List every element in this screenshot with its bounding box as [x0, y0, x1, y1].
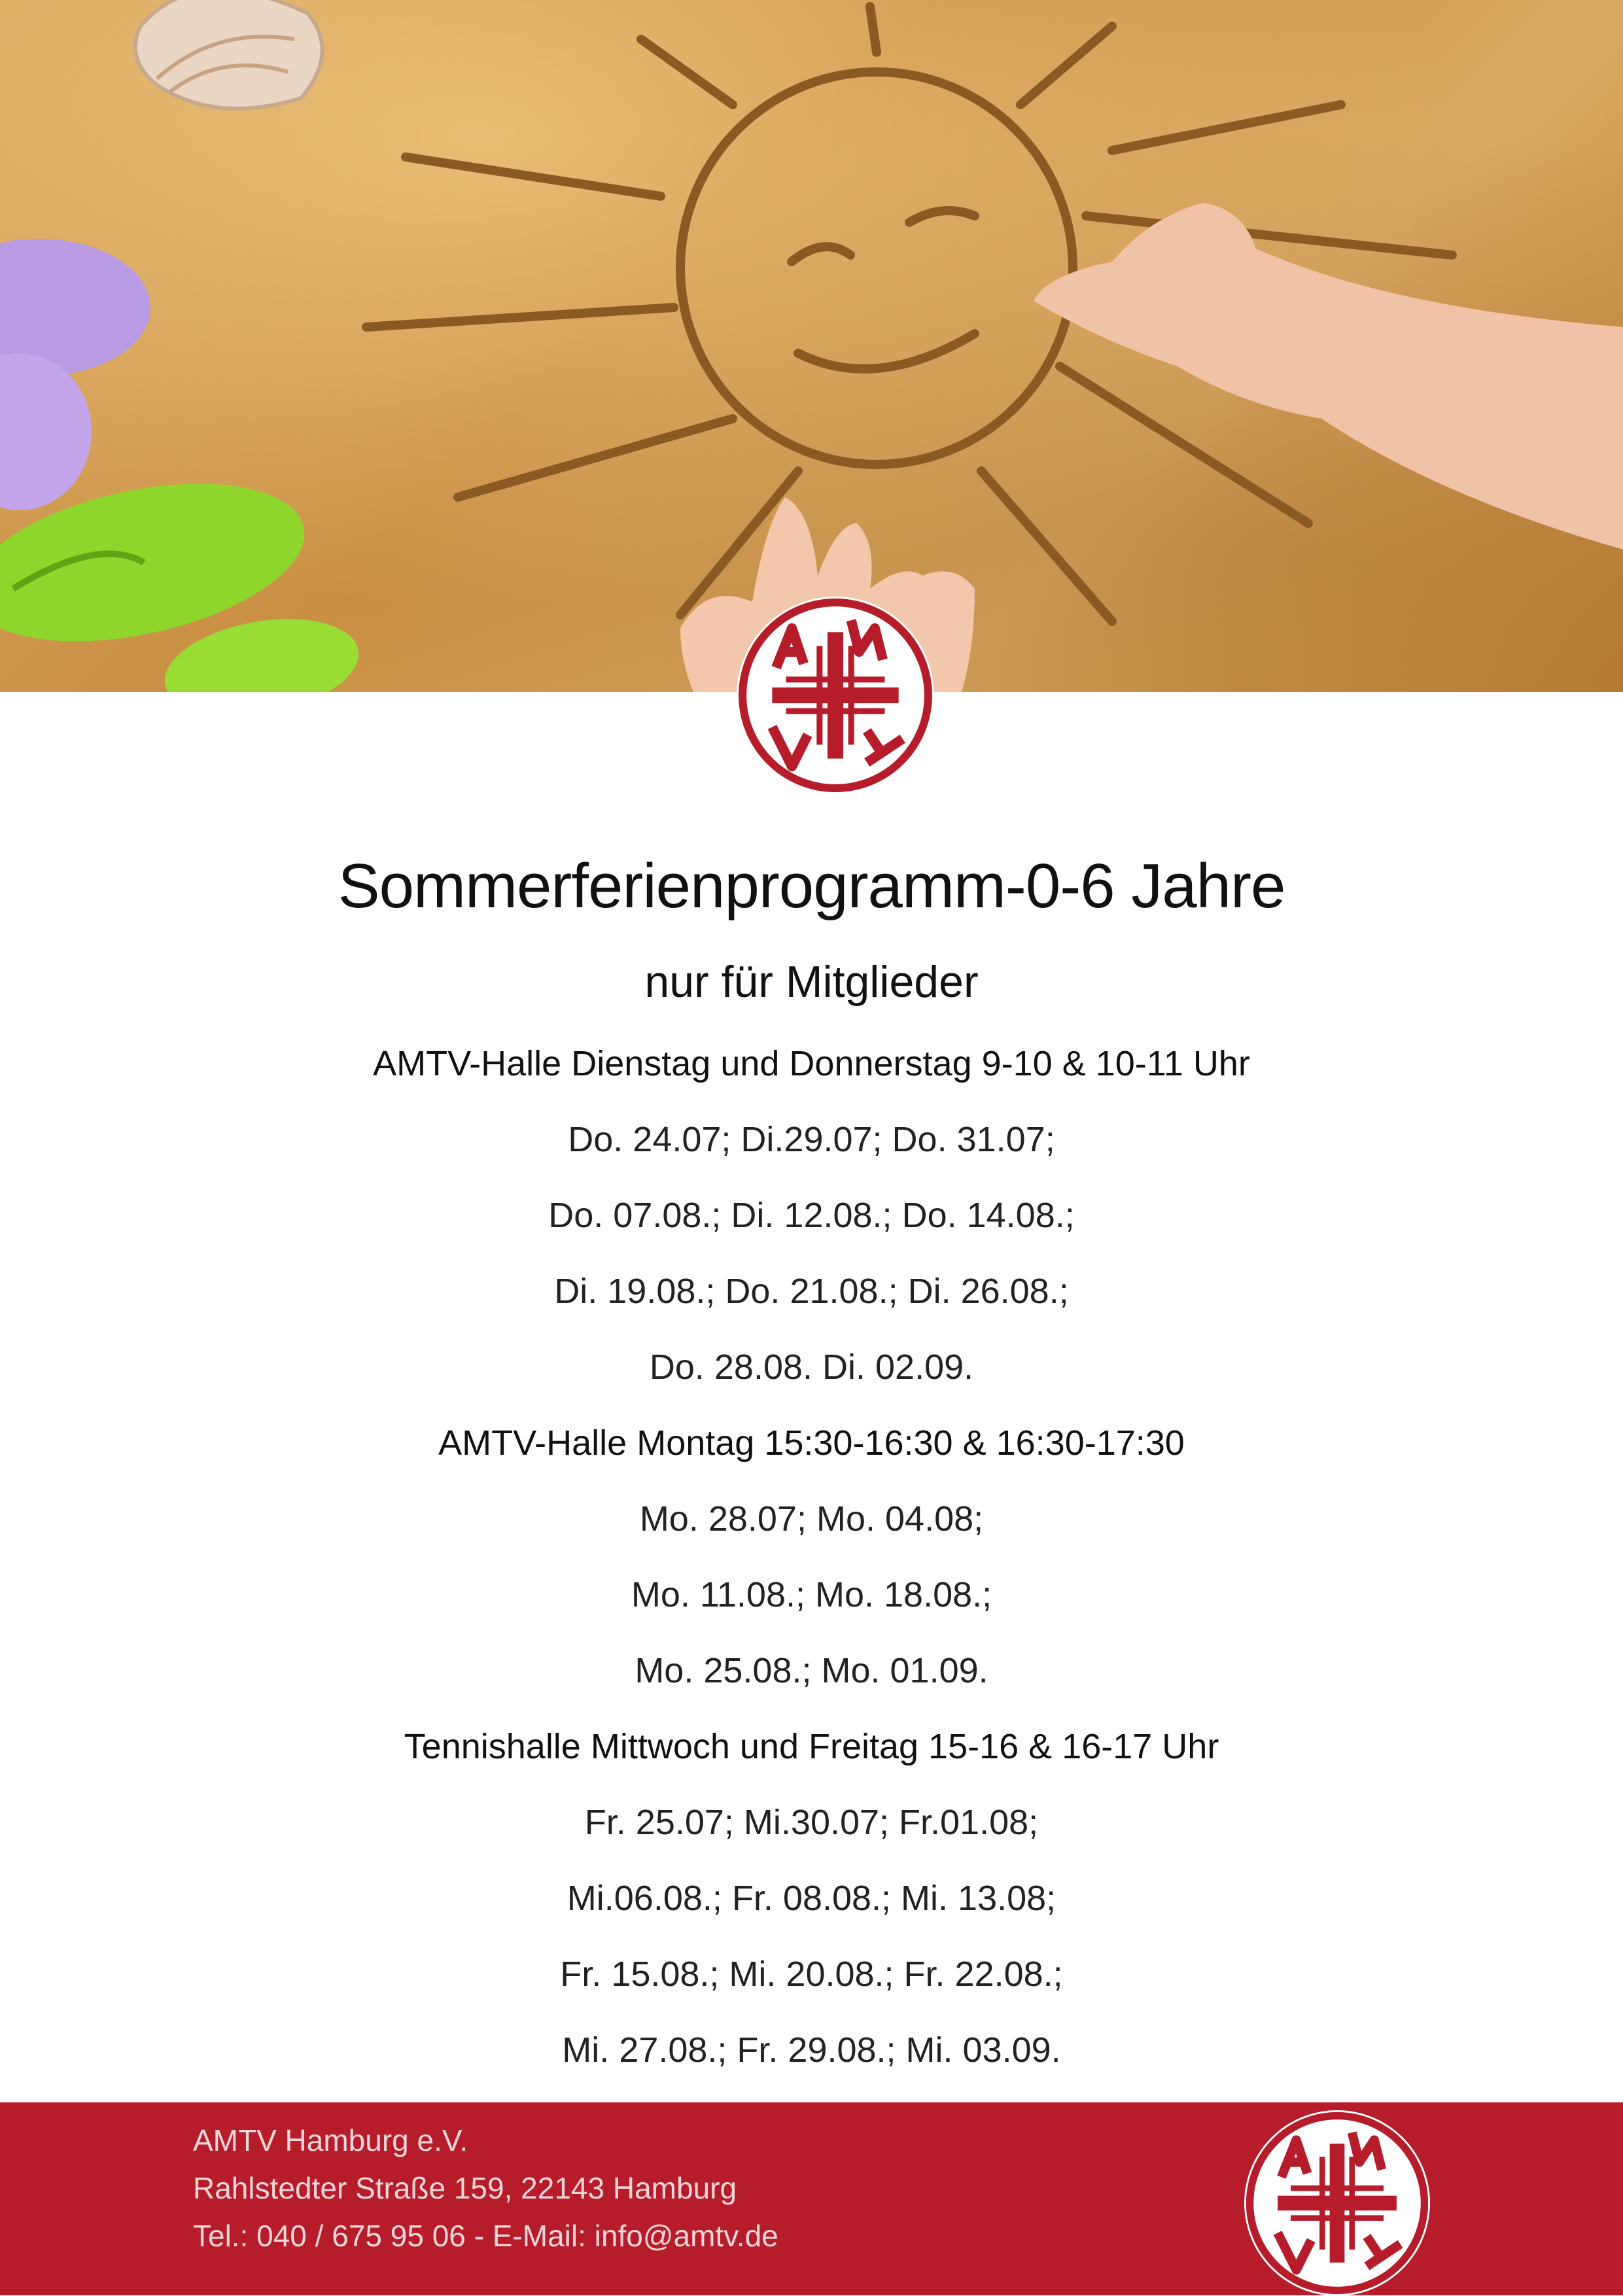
program-content	[0, 844, 1623, 2088]
date-line: Mi. 27.08.; Fr. 29.08.; Mi. 03.09.	[562, 2030, 1061, 2070]
date-line: Do. 24.07; Di.29.07; Do. 31.07;	[568, 1120, 1055, 1159]
amtv-logo-footer-icon	[1244, 2110, 1430, 2296]
schedule-section-mon	[0, 1405, 1623, 1709]
sand-sun-illustration	[0, 0, 1623, 692]
page-title: Sommerferienprogramm-0-6 Jahre	[338, 851, 1285, 921]
date-line: Mo. 28.07; Mo. 04.08;	[639, 1499, 984, 1539]
date-line: Mo. 25.08.; Mo. 01.09.	[635, 1651, 988, 1690]
purple-flipflop-icon	[0, 239, 150, 510]
schedule-section-wed-fri	[0, 1709, 1623, 2088]
date-line: Do. 28.08. Di. 02.09.	[649, 1348, 974, 1387]
seashell-icon	[135, 0, 323, 109]
section-title: AMTV-Halle Dienstag und Donnerstag 9-10 & 10-11 Uhr	[373, 1044, 1250, 1083]
section-title: AMTV-Halle Montag 15:30-16:30 & 16:30-17:30	[438, 1423, 1185, 1463]
date-line: Mi.06.08.; Fr. 08.08.; Mi. 13.08;	[567, 1879, 1056, 1918]
date-line: Di. 19.08.; Do. 21.08.; Di. 26.08.;	[554, 1272, 1069, 1311]
date-line: Fr. 15.08.; Mi. 20.08.; Fr. 22.08.;	[560, 1955, 1063, 1994]
date-line: Do. 07.08.; Di. 12.08.; Do. 14.08.;	[548, 1196, 1075, 1235]
footer-contact[interactable]: Tel.: 040 / 675 95 06 - E-Mail: info@amtv.de	[193, 2219, 778, 2253]
amtv-logo-icon	[737, 597, 934, 794]
hero-image	[0, 0, 1623, 692]
page-subtitle: nur für Mitglieder	[644, 957, 979, 1007]
schedule-section-tue-thu	[0, 1026, 1623, 1405]
child-arm-icon	[1034, 203, 1623, 549]
date-line: Fr. 25.07; Mi.30.07; Fr.01.08;	[584, 1803, 1039, 1842]
footer-address: Rahlstedter Straße 159, 22143 Hamburg	[193, 2171, 737, 2205]
footer-contact-block	[193, 2117, 778, 2260]
date-line: Mo. 11.08.; Mo. 18.08.;	[631, 1575, 992, 1614]
footer-org: AMTV Hamburg e.V.	[193, 2123, 468, 2157]
section-title: Tennishalle Mittwoch und Freitag 15-16 & 16-17 Uhr	[404, 1727, 1219, 1766]
